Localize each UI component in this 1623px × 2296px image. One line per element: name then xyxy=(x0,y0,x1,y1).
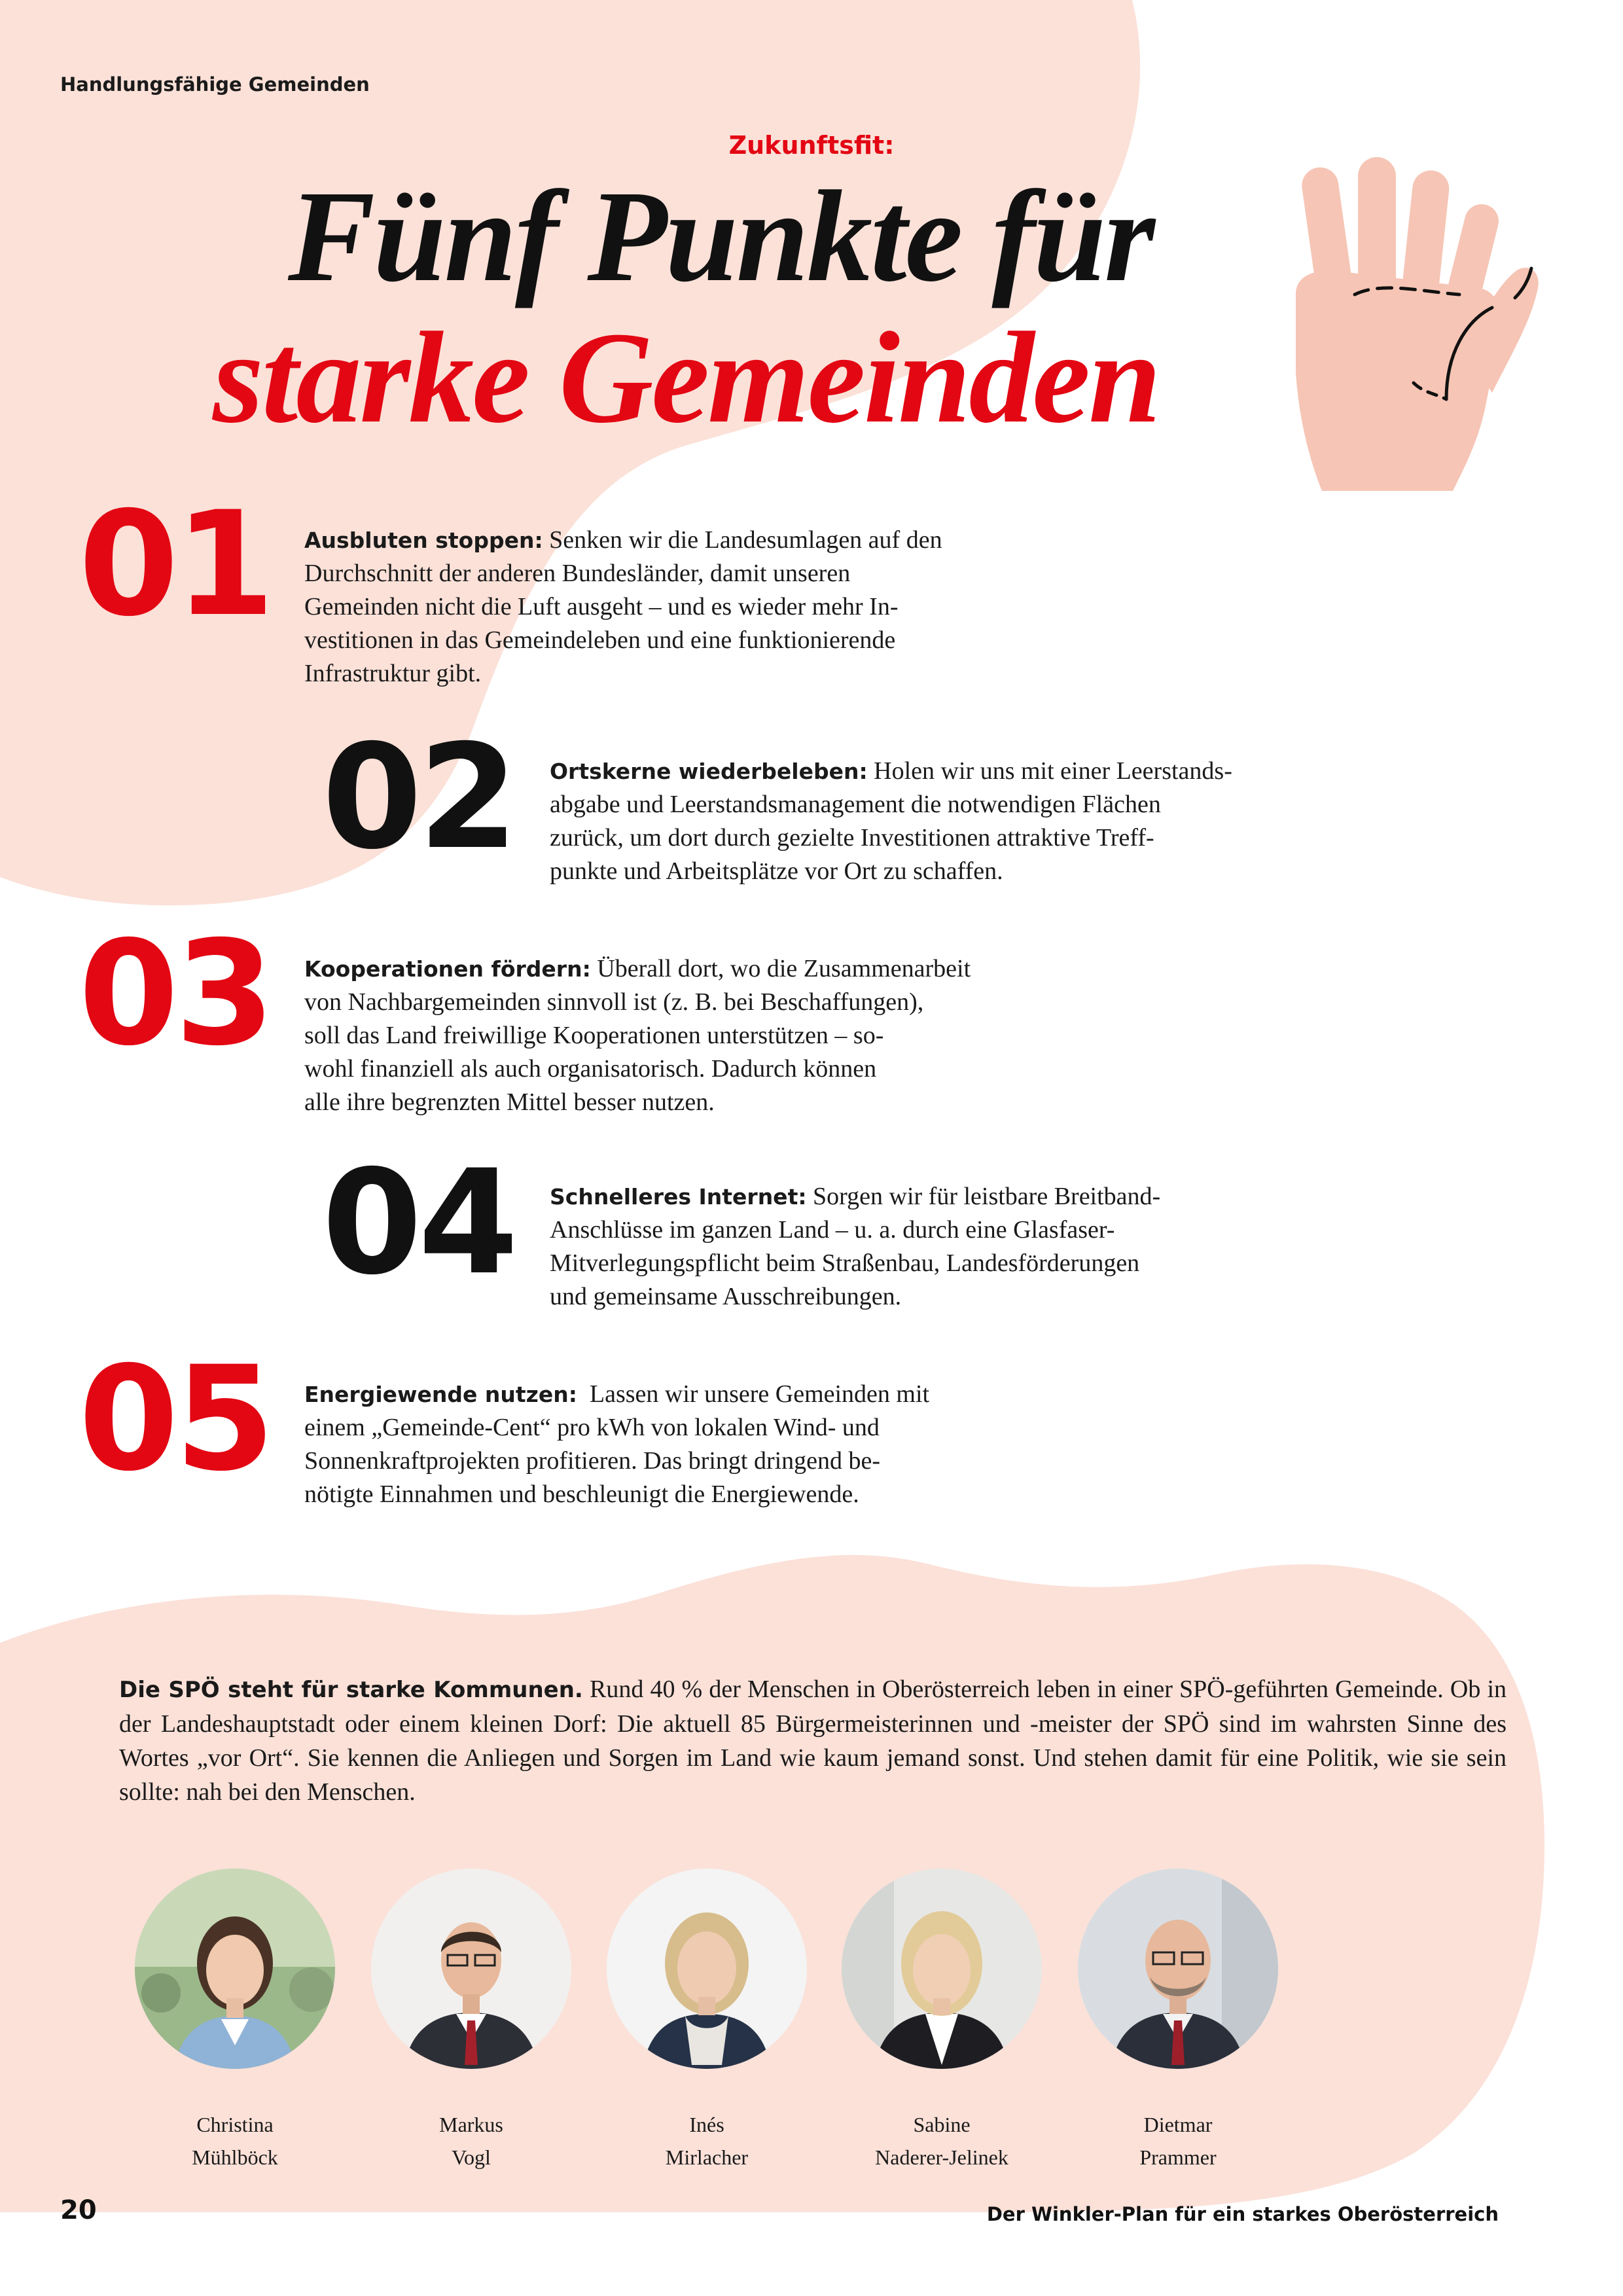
person-last-name: Mirlacher xyxy=(665,2145,749,2169)
point-03-line-1: Überall dort, wo die Zusammenarbeit xyxy=(597,955,971,982)
point-02-lead: Ortskerne wiederbeleben: xyxy=(550,759,868,784)
point-03-line-2: von Nachbargemeinden sinnvoll ist (z. B. bei Beschaffungen), xyxy=(304,988,924,1016)
point-03-lead: Kooperationen fördern: xyxy=(304,956,591,982)
kicker: Zukunftsfit: xyxy=(728,131,895,160)
point-number-02: 02 xyxy=(322,713,515,881)
point-05-line-3: Sonnenkraftprojekten profitieren. Das bringt dringend be- xyxy=(304,1447,881,1475)
point-03-line-3: soll das Land freiwillige Kooperationen unterstützen – so- xyxy=(304,1022,884,1049)
point-02-text xyxy=(550,755,1257,888)
closing-lead: Die SPÖ steht für starke Kommunen. xyxy=(119,1677,583,1703)
person-name xyxy=(602,2108,812,2174)
person-first-name: Inés xyxy=(689,2113,724,2136)
person-card xyxy=(130,1869,340,2174)
portrait-image xyxy=(135,1869,335,2069)
person-first-name: Sabine xyxy=(913,2113,971,2136)
point-number-01: 01 xyxy=(79,480,272,648)
person-name xyxy=(130,2108,340,2174)
point-04-lead: Schnelleres Internet: xyxy=(550,1184,807,1210)
point-05-text xyxy=(304,1378,1011,1511)
point-02-line-1: Holen wir uns mit einer Leerstands- xyxy=(874,757,1232,785)
point-04-line-3: Mitverlegungspflicht beim Straßenbau, Landesförderungen xyxy=(550,1249,1140,1277)
point-05-line-1: Lassen wir unsere Gemeinden mit xyxy=(589,1380,930,1408)
page-number: 20 xyxy=(60,2195,97,2225)
people-row xyxy=(0,1869,1623,2170)
portrait-image xyxy=(842,1869,1042,2069)
point-01-line-3: Gemeinden nicht die Luft ausgeht – und es wieder mehr In- xyxy=(304,593,899,620)
point-02-line-3: zurück, um dort durch gezielte Investitionen attraktive Treff- xyxy=(550,824,1154,852)
portrait-image xyxy=(1078,1869,1278,2069)
avatar xyxy=(135,1869,335,2069)
point-01-text xyxy=(304,524,1011,691)
publication-title: Der Winkler-Plan für ein starkes Oberösterreich xyxy=(986,2203,1499,2225)
title-line-1: Fünf Punkte für xyxy=(288,164,1154,309)
avatar xyxy=(842,1869,1042,2069)
avatar xyxy=(607,1869,807,2069)
closing-paragraph xyxy=(119,1672,1507,1809)
waving-hand-icon xyxy=(1270,157,1544,511)
person-first-name: Markus xyxy=(439,2113,503,2136)
person-first-name: Christina xyxy=(196,2113,274,2136)
point-number-04: 04 xyxy=(322,1139,515,1306)
point-04-line-1: Sorgen wir für leistbare Breitband- xyxy=(813,1183,1161,1210)
point-04-text xyxy=(550,1180,1257,1314)
point-02-line-4: punkte und Arbeitsplätze vor Ort zu schaffen. xyxy=(550,857,1003,885)
point-01-line-4: vestitionen in das Gemeindeleben und eine funktionierende xyxy=(304,626,896,654)
point-number-03: 03 xyxy=(79,910,272,1077)
point-02-line-2: abgabe und Leerstandsmanagement die notwendigen Flächen xyxy=(550,791,1161,818)
portrait-image xyxy=(607,1869,807,2069)
person-last-name: Prammer xyxy=(1139,2145,1217,2169)
point-04-line-2: Anschlüsse im ganzen Land – u. a. durch eine Glasfaser- xyxy=(550,1216,1115,1244)
person-last-name: Naderer-Jelinek xyxy=(875,2145,1008,2169)
person-name xyxy=(366,2108,576,2174)
portrait-image xyxy=(371,1869,571,2069)
person-last-name: Mühlböck xyxy=(192,2145,278,2169)
person-name xyxy=(837,2108,1046,2174)
point-03-text xyxy=(304,952,1011,1119)
point-01-line-2: Durchschnitt der anderen Bundesländer, damit unseren xyxy=(304,560,851,587)
avatar xyxy=(1078,1869,1278,2069)
point-03-line-5: alle ihre begrenzten Mittel besser nutzen. xyxy=(304,1088,715,1116)
point-01-lead: Ausbluten stoppen: xyxy=(304,528,543,553)
avatar xyxy=(371,1869,571,2069)
point-05-lead: Energiewende nutzen: xyxy=(304,1382,577,1407)
point-01-line-1: Senken wir die Landesumlagen auf den xyxy=(549,526,942,554)
person-first-name: Dietmar xyxy=(1143,2113,1213,2136)
person-card xyxy=(837,1869,1046,2174)
point-01-line-5: Infrastruktur gibt. xyxy=(304,660,482,687)
point-number-05: 05 xyxy=(79,1335,272,1503)
section-label: Handlungsfähige Gemeinden xyxy=(60,73,370,96)
person-card xyxy=(602,1869,812,2174)
point-04-line-4: und gemeinsame Ausschreibungen. xyxy=(550,1283,902,1310)
point-05-line-4: nötigte Einnahmen und beschleunigt die Energiewende. xyxy=(304,1480,859,1508)
person-card xyxy=(1073,1869,1283,2174)
person-last-name: Vogl xyxy=(452,2145,491,2169)
title-line-2: starke Gemeinden xyxy=(213,306,1160,450)
point-05-line-2: einem „Gemeinde-Cent“ pro kWh von lokalen Wind- und xyxy=(304,1414,880,1441)
person-card xyxy=(366,1869,576,2174)
point-03-line-4: wohl finanziell als auch organisatorisch. Dadurch können xyxy=(304,1055,877,1083)
closing-text: Rund 40 % der Menschen in Oberösterreich leben in einer SPÖ-geführten Gemeinde. Ob in der Landeshauptstadt oder einem kleinen Dorf: Die aktuell 85 Bürgermeisterinnen und -meister der SPÖ sind im wahrsten Sinne des Wortes „vor Ort“. Sie kennen die Anliegen und Sorgen im Land wie kaum jemand sonst. Und stehen damit für eine Politik, wie sie sein sollte: nah bei den Menschen. xyxy=(119,1676,1507,1806)
person-name xyxy=(1073,2108,1283,2174)
